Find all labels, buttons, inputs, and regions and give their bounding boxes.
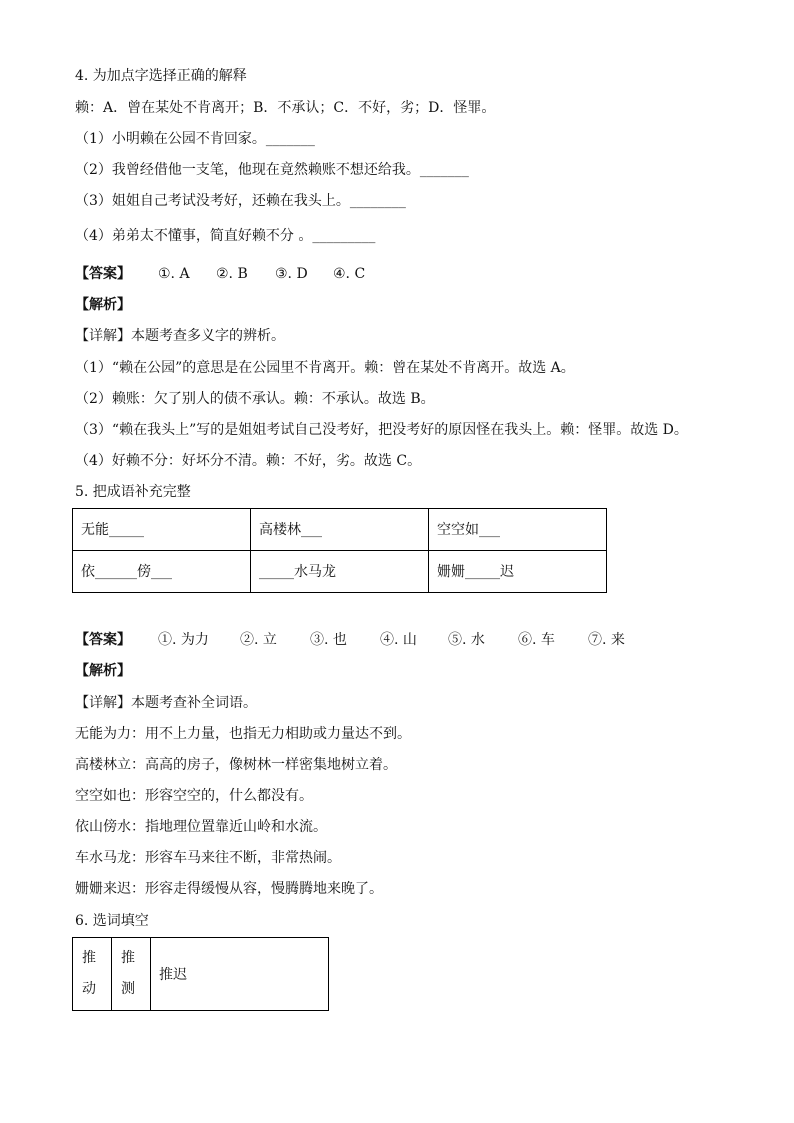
word-cell: 推迟 bbox=[151, 938, 329, 1011]
idiom-table bbox=[72, 508, 607, 593]
explanation-line: 空空如也：形容空空的，什么都没有。 bbox=[75, 788, 313, 804]
answer-item: ①. 为力 bbox=[158, 632, 209, 648]
word-cell: 推测 bbox=[112, 938, 151, 1011]
explanation-line: 无能为力：用不上力量，也指无力相助或力量达不到。 bbox=[75, 726, 411, 742]
table-cell: 空空如___ bbox=[429, 509, 607, 551]
explanation-line: （2）赖账：欠了别人的债不承认。赖：不承认。故选 B。 bbox=[75, 391, 435, 407]
answer-item: ④. 山 bbox=[380, 632, 417, 648]
analysis-label: 【解析】 bbox=[75, 297, 131, 313]
question4-definition: 赖：A．曾在某处不肯离开；B．不承认；C．不好，劣；D．怪罪。 bbox=[75, 100, 496, 116]
answer-item: ⑤. 水 bbox=[448, 632, 485, 648]
question4-title: 4. 为加点字选择正确的解释 bbox=[75, 68, 247, 84]
word-choice-table bbox=[72, 937, 329, 1011]
question6-title: 6. 选词填空 bbox=[75, 913, 149, 929]
explanation-line: 姗姗来迟：形容走得缓慢从容，慢腾腾地来晚了。 bbox=[75, 881, 383, 897]
answer-item: ④. C bbox=[333, 266, 366, 282]
detail-heading: 【详解】本题考查多义字的辨析。 bbox=[75, 328, 285, 344]
question4-item-1: （1）小明赖在公园不肯回家。_______ bbox=[75, 131, 315, 147]
question5-answer-row bbox=[0, 630, 794, 650]
explanation-line: 依山傍水：指地理位置靠近山岭和水流。 bbox=[75, 819, 327, 835]
table-row bbox=[73, 551, 607, 593]
question4-answer-row bbox=[0, 264, 794, 284]
explanation-line: 高楼林立：高高的房子，像树林一样密集地树立着。 bbox=[75, 757, 397, 773]
table-cell: 姗姗_____迟 bbox=[429, 551, 607, 593]
table-row bbox=[73, 938, 329, 1011]
answer-item: ①. A bbox=[158, 266, 190, 282]
question4-item-2: （2）我曾经借他一支笔，他现在竟然赖账不想还给我。_______ bbox=[75, 162, 469, 178]
answer-item: ⑥. 车 bbox=[518, 632, 555, 648]
detail-heading: 【详解】本题考查补全词语。 bbox=[75, 695, 257, 711]
analysis-label: 【解析】 bbox=[75, 663, 131, 679]
explanation-line: 车水马龙：形容车马来往不断，非常热闹。 bbox=[75, 850, 341, 866]
explanation-line: （3）“赖在我头上”写的是姐姐考试自己没考好，把没考好的原因怪在我头上。赖：怪罪。故选 D。 bbox=[75, 422, 688, 438]
answer-label: 【答案】 bbox=[75, 266, 131, 282]
answer-item: ③. D bbox=[275, 266, 308, 282]
answer-label: 【答案】 bbox=[75, 632, 131, 648]
explanation-line: （1）“赖在公园”的意思是在公园里不肯离开。赖：曾在某处不肯离开。故选 A。 bbox=[75, 360, 575, 376]
answer-item: ⑦. 来 bbox=[588, 632, 625, 648]
table-cell: 高楼林___ bbox=[251, 509, 429, 551]
explanation-line: （4）好赖不分：好坏分不清。赖：不好，劣。故选 C。 bbox=[75, 453, 422, 469]
table-row bbox=[73, 509, 607, 551]
question5-title: 5. 把成语补充完整 bbox=[75, 484, 191, 500]
question4-item-3: （3）姐姐自己考试没考好，还赖在我头上。________ bbox=[75, 193, 406, 209]
word-cell: 推动 bbox=[73, 938, 112, 1011]
table-cell: 无能_____ bbox=[73, 509, 251, 551]
question4-item-4: （4）弟弟太不懂事，简直好赖不分 。_________ bbox=[75, 228, 376, 244]
answer-item: ②. B bbox=[216, 266, 248, 282]
table-cell: _____水马龙 bbox=[251, 551, 429, 593]
answer-item: ③. 也 bbox=[310, 632, 347, 648]
table-cell: 依______傍___ bbox=[73, 551, 251, 593]
answer-item: ②. 立 bbox=[240, 632, 277, 648]
